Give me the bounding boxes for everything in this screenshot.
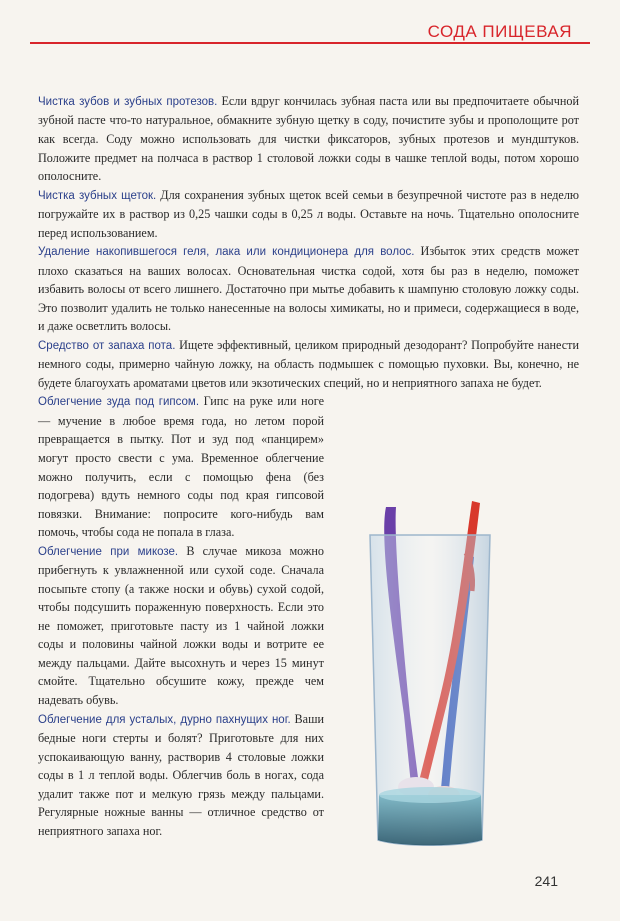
paragraph-feet: [38, 710, 324, 841]
paragraph-text: Гипс на руке или ноге — мучение в любое время года, но летом порой превращается в пытку. Пот и зуд под «панцирем» могут просто свести с ума. Временное облегчение можно получить, если с помощью фена (без подогрева) вдуть немного соды под края гипсовой повязки. Внимание: попросите кого-нибудь вам помочь, чтобы сода не попала в глаза.: [38, 394, 324, 540]
paragraph-teeth: [38, 92, 579, 186]
paragraph-mycosis: [38, 542, 324, 710]
paragraph-cast: [38, 392, 324, 541]
paragraph-text: Если вдруг кончилась зубная паста или вы предпочитаете обычной зубной пасте что-то натуральное, обмакните зубную щетку в соду, почистите зубы и прополощите рот как всегда. Соду можно использовать для чистки фиксаторов, зубных протезов и мундштуков. Положите предмет на полчаса в раствор 1 столовой ложки соды в чашке теплой воды, потом хорошо ополосните.: [38, 94, 579, 184]
paragraph-heading: Средство от запаха пота.: [38, 339, 176, 352]
paragraph-sweat: [38, 336, 579, 393]
paragraph-text: Ищете эффективный, целиком природный дезодорант? Попробуйте нанести немного соды, примерно чайную ложку, на область подмышек с помощью пуховки. Вы, конечно, не будете благоухать ароматами цветов или экзотических специй, но и неприятного запаха не будет.: [38, 337, 579, 390]
paragraph-hair: [38, 242, 579, 336]
paragraph-heading: Чистка зубных щеток.: [38, 189, 157, 202]
paragraph-heading: Облегчение зуда под гипсом.: [38, 396, 200, 409]
paragraph-heading: Чистка зубов и зубных протезов.: [38, 96, 218, 108]
paragraph-brushes: [38, 186, 579, 243]
paragraph-text: Избыток этих средств может плохо сказаться на ваших волосах. Основательная чистка содой, хотя бы раз в неделю, поможет избавить волосы от всего лишнего. Достаточно при мытье добавить к шампуню столовую ложку соды. Это позволит удалить не только нанесенные на волосы химикаты, но и примеси, содержащиеся в воде, и даже осветлить волосы.: [38, 244, 579, 334]
toothbrush-glass-illustration: [360, 495, 500, 855]
paragraph-text: В случае микоза можно прибегнуть к увлажненной или сухой соде. Сначала посыпьте стопу (а также носки и обувь) сухой содой, чтобы подсушить пораженную поверхность. Если это не поможет, приготовьте пасту из 1 чайной ложки соды и половины чайной ложки воды и вотрите ее между пальцами. Дайте высохнуть и через 15 минут смойте. Тщательно обсушите кожу, прежде чем надевать обувь.: [38, 543, 324, 708]
paragraph-heading: Облегчение при микозе.: [38, 545, 179, 558]
paragraph-heading: Облегчение для усталых, дурно пахнущих ног.: [38, 713, 291, 726]
paragraph-text: Для сохранения зубных щеток всей семьи в безупречной чистоте раз в неделю погружайте их в раствор из 0,25 чашки соды в 0,25 л воды. Оставьте на ночь. Тщательно ополосните перед использованием.: [38, 187, 580, 240]
paragraph-text: Ваши бедные ноги стерты и болят? Приготовьте для них успокаивающую ванну, растворив 4 столовые ложки соды в 1 л теплой воды. Облегчив боль в ногах, сода удалит также пот и мелкую грязь между пальцами. Регулярные ножные ванны — отличное средство от неприятного запаха ног.: [38, 711, 324, 838]
page-header-title: СОДА ПИЩЕВАЯ: [427, 22, 572, 41]
header-rule: [30, 42, 590, 44]
page-number: 241: [534, 873, 558, 889]
paragraph-heading: Удаление накопившегося геля, лака или кондиционера для волос.: [38, 246, 415, 259]
